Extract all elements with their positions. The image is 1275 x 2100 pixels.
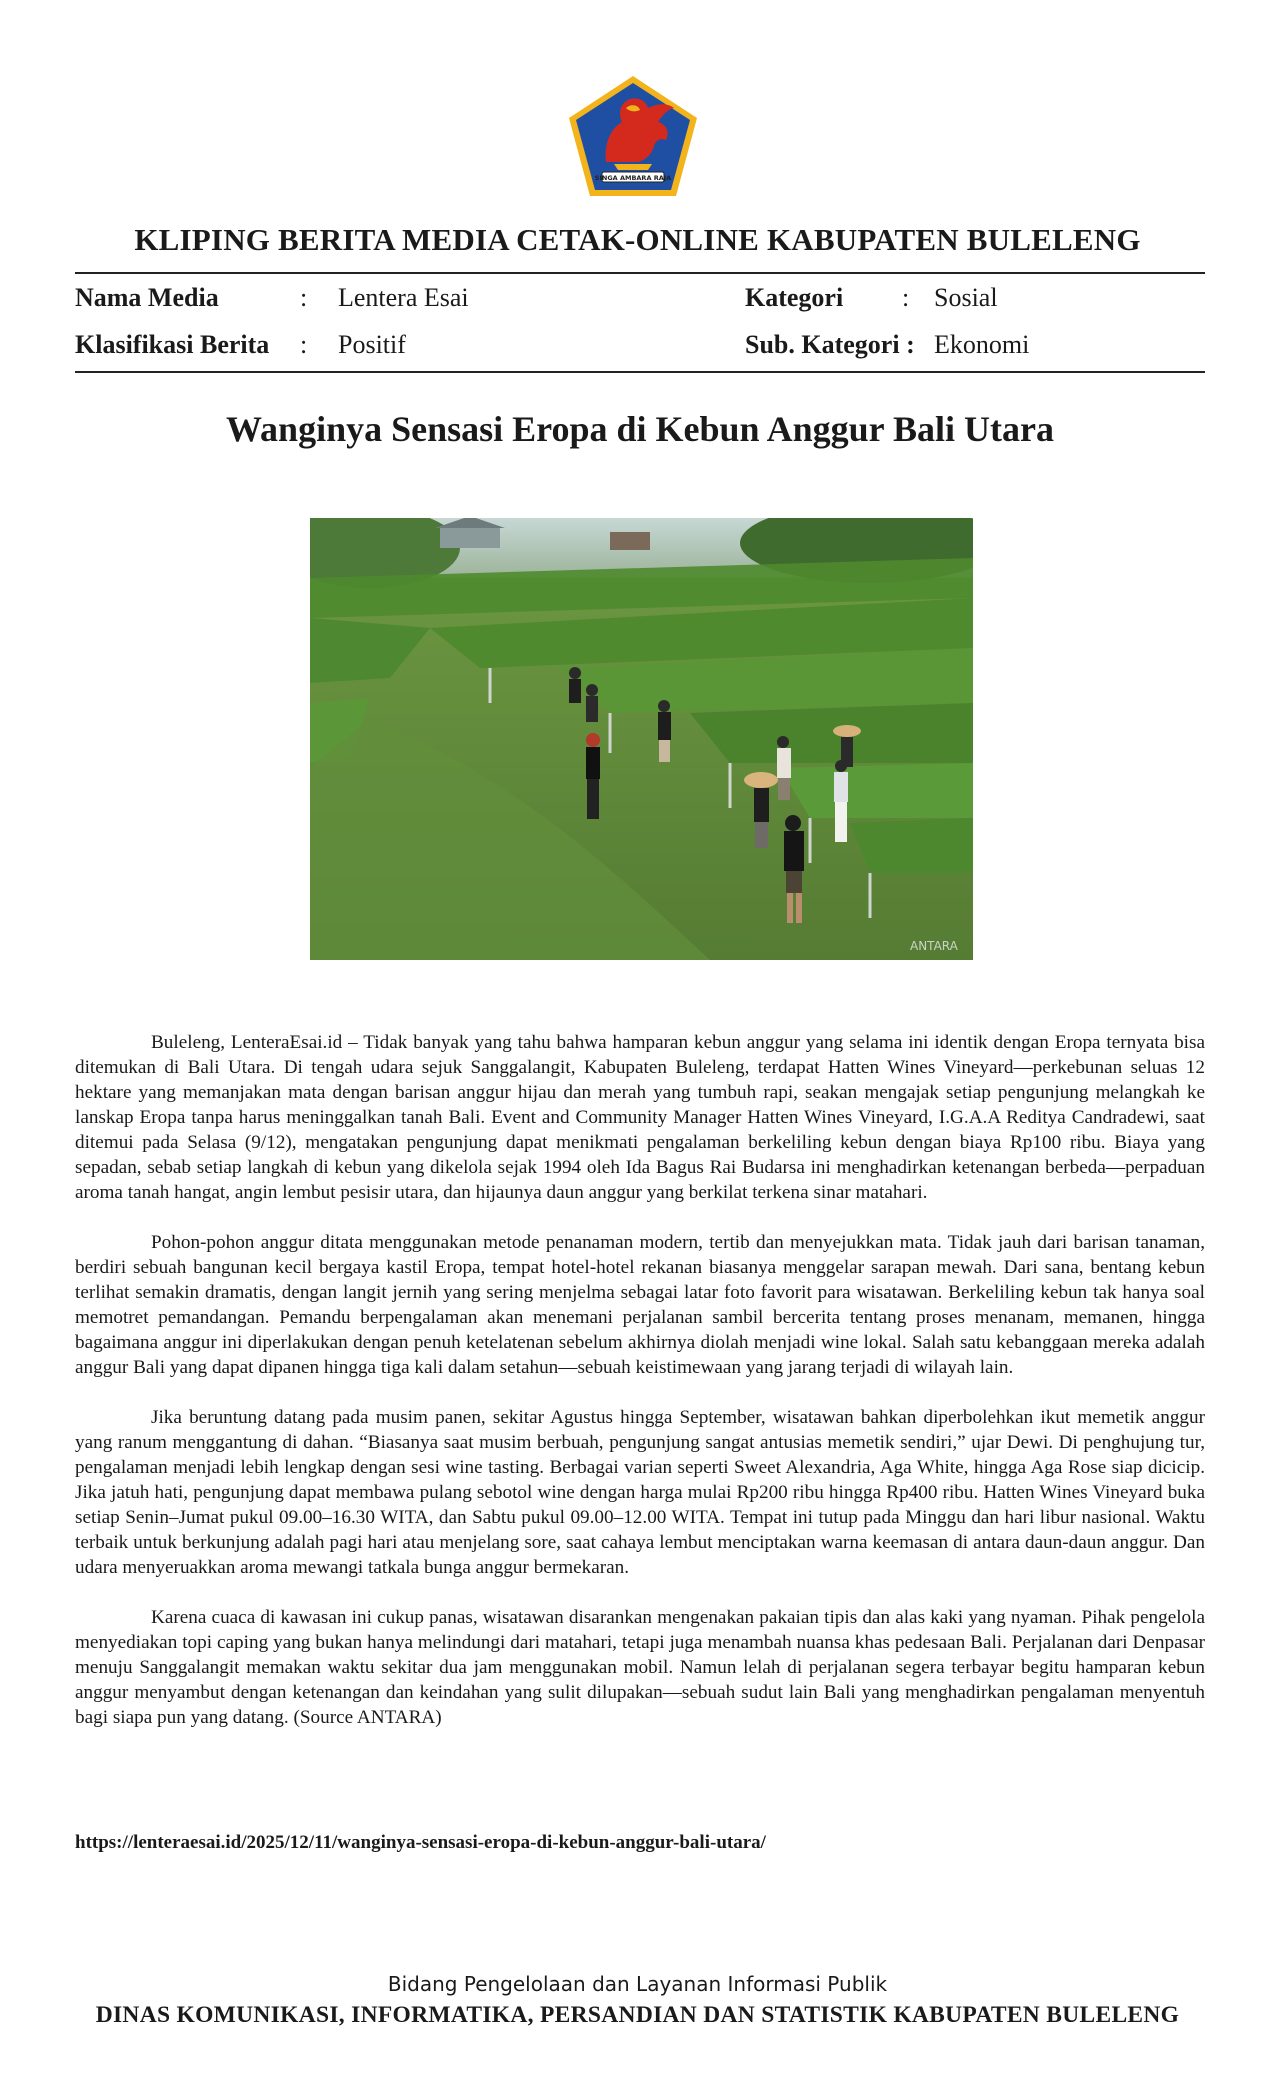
kategori-label: Kategori (745, 283, 844, 312)
crest-motto: SINGA AMBARA RAJA (594, 174, 672, 182)
source-url[interactable]: https://lenteraesai.id/2025/12/11/wanginya-sensasi-eropa-di-kebun-anggur-bali-utara/ (75, 1832, 766, 1853)
vineyard-photo (310, 518, 973, 960)
nama-media-separator: : (300, 283, 308, 312)
klasifikasi-label: Klasifikasi Berita (75, 330, 270, 359)
sub-kategori-value: Ekonomi (934, 330, 1030, 359)
article-photo (310, 518, 973, 960)
footer-department: Bidang Pengelolaan dan Layanan Informasi Publik (387, 1972, 888, 1996)
header-rule-bottom (75, 371, 1205, 373)
article-body (75, 1030, 1205, 1755)
article-paragraph: Jika beruntung datang pada musim panen, sekitar Agustus hingga September, wisatawan bahkan diperbolehkan ikut memetik anggur yang ranum menggantung di dahan. “Biasanya saat musim berbuah, pengunjung sangat antusias memetik sendiri,” ujar Dewi. Di penghujung tur, pengalaman menjadi lebih lengkap dengan sesi wine tasting. Berbagai varian seperti Sweet Alexandria, Aga White, hingga Aga Rose siap dicicip. Jika jatuh hati, pengunjung dapat membawa pulang sebotol wine dengan harga mulai Rp200 ribu hingga Rp400 ribu. Hatten Wines Vineyard buka setiap Senin–Jumat pukul 09.00–16.30 WITA, dan Sabtu pukul 09.00–12.00 WITA. Tempat ini tutup pada Minggu dan hari libur nasional. Waktu terbaik untuk berkunjung adalah pagi hari atau menjelang sore, saat cahaya lembut menciptakan warna keemasan di antara daun-daun anggur. Dan udara menyeruakkan aroma mewangi tatkala bunga anggur bermekaran. (75, 1407, 1205, 1578)
article-paragraph: Buleleng, LenteraEsai.id – Tidak banyak yang tahu bahwa hamparan kebun anggur yang selama ini identik dengan Eropa ternyata bisa ditemukan di Bali Utara. Di tengah udara sejuk Sanggalangit, Kabupaten Buleleng, terdapat Hatten Wines Vineyard—perkebunan seluas 12 hektare yang memanjakan mata dengan barisan anggur hijau dan merah yang tumbuh rapi, seakan mengajak setiap pengunjung melangkah ke lanskap Eropa tanpa harus meninggalkan tanah Bali. Event and Community Manager Hatten Wines Vineyard, I.G.A.A Reditya Candradewi, saat ditemui pada Selasa (9/12), mengatakan pengunjung dapat menikmati pengalaman berkeliling kebun dengan biaya Rp100 ribu. Biaya yang sepadan, sebab setiap langkah di kebun yang dikelola sejak 1994 oleh Ida Bagus Rai Budarsa ini menghadirkan ketenangan berbeda—perpaduan aroma tanah hangat, angin lembut pesisir utara, dan hijaunya daun anggur yang berkilat terkena sinar matahari. (75, 1032, 1205, 1203)
article-paragraph: Pohon-pohon anggur ditata menggunakan metode penanaman modern, tertib dan menyejukkan mata. Tidak jauh dari barisan tanaman, berdiri sebuah bangunan kecil bergaya kastil Eropa, tempat hotel-hotel rekanan biasanya menggelar sarapan mewah. Dari sana, bentang kebun terlihat semakin dramatis, dengan langit jernih yang sering menjelma sebagai latar foto favorit para wisatawan. Berkeliling kebun tak hanya soal memotret pemandangan. Pemandu berpengalaman akan menemani perjalanan sambil bercerita tentang proses menanam, memanen, hingga bagaimana anggur ini diperlakukan dengan penuh ketelatenan sebelum akhirnya diolah menjadi wine lokal. Salah satu kebanggaan mereka adalah anggur Bali yang dapat dipanen hingga tiga kali dalam setahun—sebuah keistimewaan yang jarang terjadi di wilayah lain. (75, 1232, 1205, 1378)
kategori-separator: : (902, 283, 910, 312)
photo-credit: ANTARA (910, 939, 958, 953)
regency-crest-logo (566, 74, 700, 198)
sub-kategori-label: Sub. Kategori : (745, 330, 915, 359)
footer-agency: DINAS KOMUNIKASI, INFORMATIKA, PERSANDIAN DAN STATISTIK KABUPATEN BULELENG (95, 2002, 1180, 2028)
nama-media-value: Lentera Esai (338, 283, 469, 312)
kategori-value: Sosial (934, 283, 998, 312)
klasifikasi-separator: : (300, 330, 308, 359)
regency-crest-icon (566, 74, 700, 198)
klasifikasi-value: Positif (338, 330, 406, 359)
document-title: KLIPING BERITA MEDIA CETAK-ONLINE KABUPATEN BULELENG (134, 222, 1141, 257)
header-rule-top (75, 272, 1205, 274)
article-headline: Wanginya Sensasi Eropa di Kebun Anggur Bali Utara (226, 409, 1054, 449)
article-paragraph: Karena cuaca di kawasan ini cukup panas, wisatawan disarankan mengenakan pakaian tipis dan alas kaki yang nyaman. Pihak pengelola menyediakan topi caping yang bukan hanya melindungi dari matahari, tetapi juga menambah nuansa khas pedesaan Bali. Perjalanan dari Denpasar menuju Sanggalangit memakan waktu sekitar dua jam menggunakan mobil. Namun lelah di perjalanan segera terbayar begitu hamparan kebun anggur menyambut dengan ketenangan dan keindahan yang sulit dilupakan—sebuah sudut lain Bali yang menghadirkan pengalaman menyentuh bagi siapa pun yang datang. (Source ANTARA) (75, 1607, 1205, 1728)
nama-media-label: Nama Media (75, 283, 219, 312)
